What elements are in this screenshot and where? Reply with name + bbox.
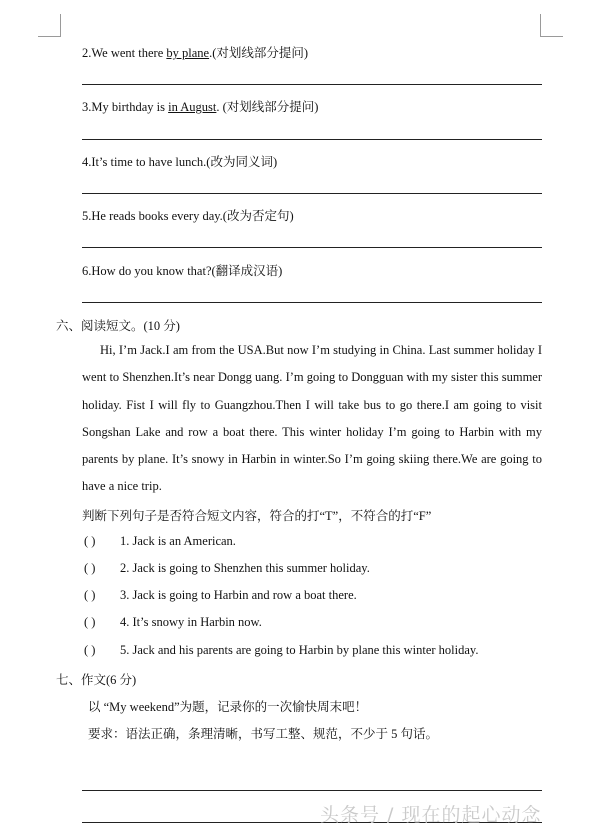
composition-prompt: 以 “My weekend”为题，记录你的一次愉快周末吧！ (88, 700, 368, 714)
answer-line (82, 302, 542, 303)
answer-blank[interactable]: ( ) (84, 561, 96, 575)
question-4: 4.It’s time to have lunch.(改为同义词) (82, 155, 278, 169)
answer-line (82, 193, 542, 194)
answer-blank[interactable]: ( ) (84, 615, 96, 629)
reading-heading: 六、阅读短文。(10 分) (56, 319, 180, 333)
underlined-phrase: in August (168, 100, 217, 114)
page-corner-mark-left (38, 14, 61, 37)
answer-blank[interactable]: ( ) (84, 588, 96, 602)
question-3: 3.My birthday is in August. (对划线部分提问) (82, 100, 319, 114)
passage-line: holiday. Fist I will fly to Guangzhou.Then I will take bus to go there.I am going to visit (82, 398, 542, 412)
tf-item: ( ) 4. It’s snowy in Harbin now. (84, 615, 262, 629)
underlined-phrase: by plane (166, 46, 210, 60)
question-2: 2.We went there by plane.(对划线部分提问) (82, 46, 309, 60)
writing-line (82, 790, 542, 791)
tf-item: ( ) 3. Jack is going to Harbin and row a boat there. (84, 588, 357, 602)
question-5: 5.He reads books every day.(改为否定句) (82, 209, 294, 223)
tf-instruction: 判断下列句子是否符合短文内容，符合的打“T”，不符合的打“F” (82, 509, 432, 523)
tf-item: ( ) 5. Jack and his parents are going to Harbin by plane this winter holiday. (84, 643, 479, 657)
answer-blank[interactable]: ( ) (84, 534, 96, 548)
answer-line (82, 139, 542, 140)
composition-heading: 七、作文(6 分) (56, 673, 137, 687)
passage-line: parents by plane. It’s snowy in Harbin in winter.So I’m going skiing there.We are going to (82, 452, 542, 466)
passage-line: Songshan Lake and row a boat there. This winter holiday I’m going to Harbin with my (82, 425, 542, 439)
passage-line: have a nice trip. (82, 479, 162, 493)
tf-item: ( ) 1. Jack is an American. (84, 534, 236, 548)
page-corner-mark-right (540, 14, 563, 37)
tf-item: ( ) 2. Jack is going to Shenzhen this summer holiday. (84, 561, 370, 575)
answer-line (82, 84, 542, 85)
answer-blank[interactable]: ( ) (84, 643, 96, 657)
watermark: 头条号 / 现在的起心动念 (320, 804, 542, 826)
answer-line (82, 247, 542, 248)
passage-line: Hi, I’m Jack.I am from the USA.But now I’m studying in China. Last summer holiday I (100, 343, 542, 357)
passage-line: went to Shenzhen.It’s near Dongg uang. I’m going to Dongguan with my sister this summer (82, 370, 542, 384)
question-6: 6.How do you know that?(翻译成汉语) (82, 264, 283, 278)
composition-requirement: 要求：语法正确，条理清晰，书写工整、规范，不少于 5 句话。 (88, 727, 439, 741)
